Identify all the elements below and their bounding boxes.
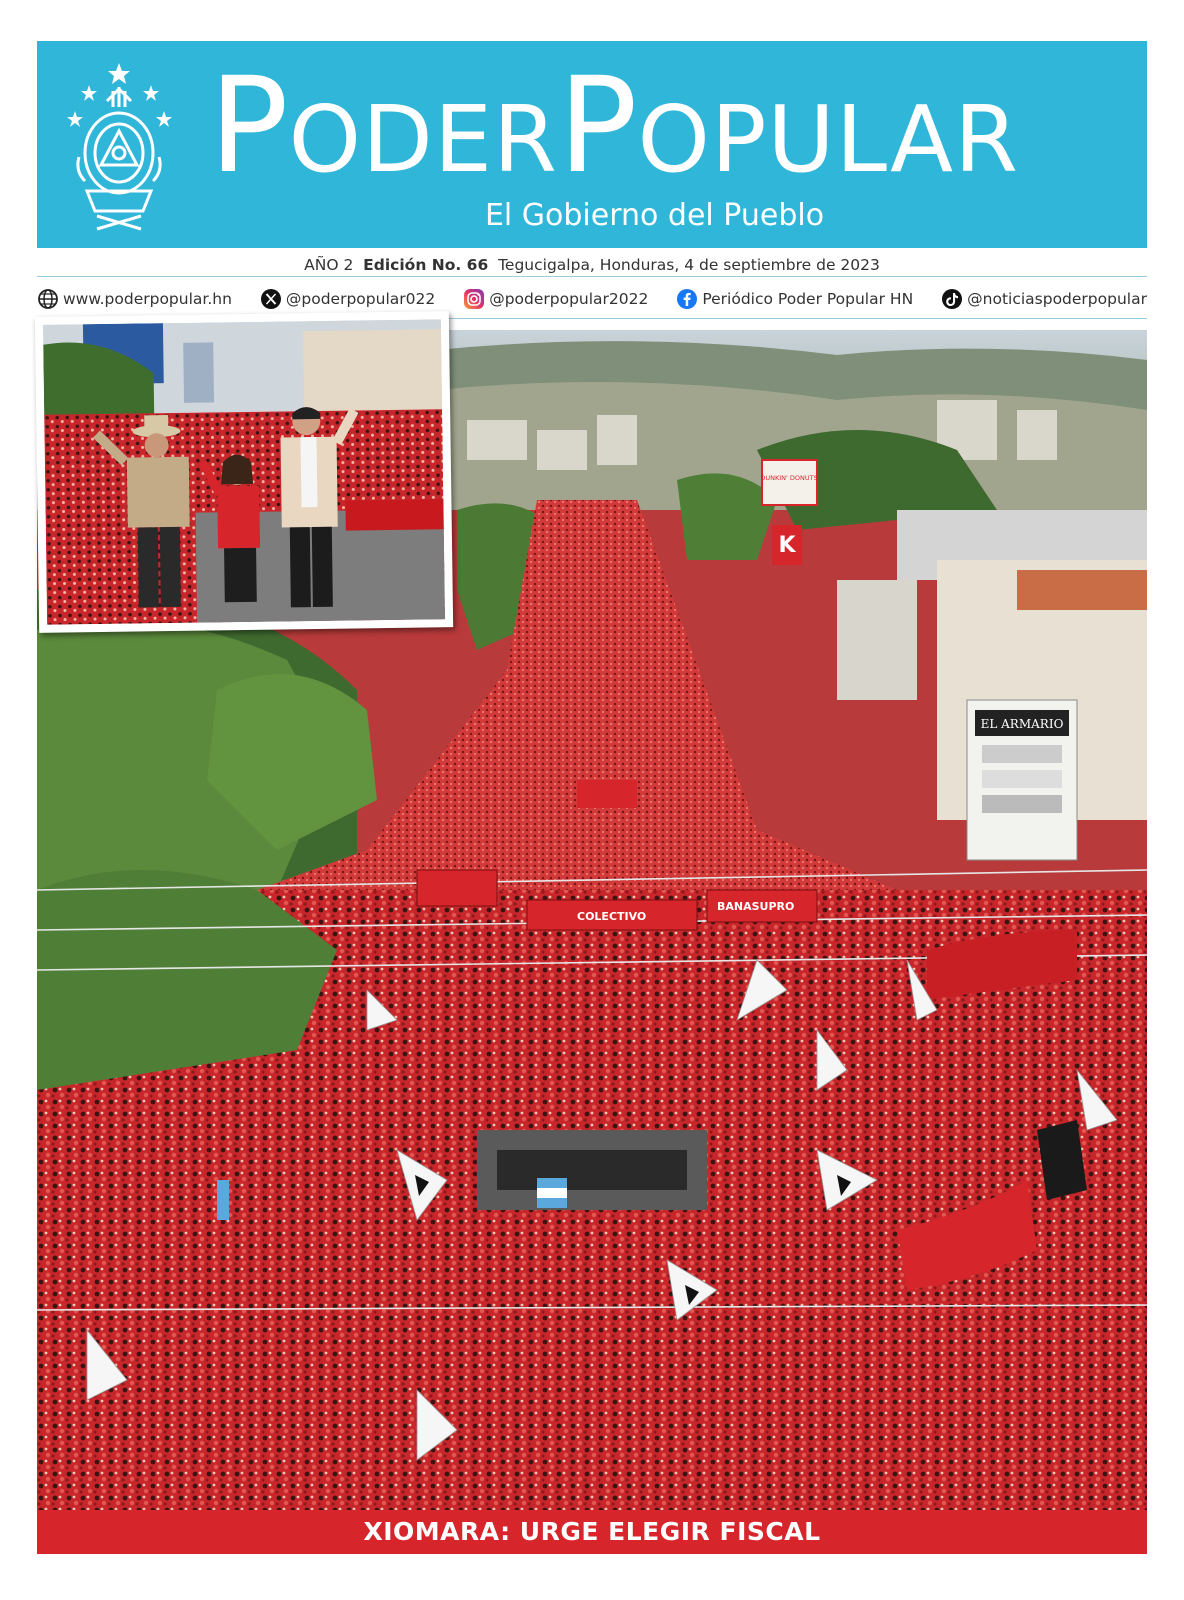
tiktok-icon — [941, 288, 963, 310]
social-instagram[interactable] — [463, 288, 648, 310]
main-headline: XIOMARA: URGE ELEGIR FISCAL — [37, 1510, 1147, 1554]
donuts-sign-text: DUNKIN' DONUTS — [760, 474, 818, 482]
x-icon — [260, 288, 282, 310]
inset-photo-leaders — [35, 311, 453, 633]
social-tiktok-text: @noticiaspoderpopular — [967, 290, 1147, 308]
globe-icon — [37, 288, 59, 310]
banner-banasupro-text: BANASUPRO — [717, 900, 795, 913]
store-sign-text: EL ARMARIO — [980, 717, 1064, 731]
social-facebook[interactable] — [676, 288, 913, 310]
edition-number: Edición No. 66 — [363, 256, 489, 274]
inset-photo-illustration — [43, 319, 445, 625]
social-instagram-text: @poderpopular2022 — [489, 290, 649, 308]
instagram-icon — [463, 288, 485, 310]
newspaper-slogan: El Gobierno del Pueblo — [484, 198, 825, 233]
edition-place-date: Tegucigalpa, Honduras, 4 de septiembre de 2023 — [498, 256, 880, 274]
newspaper-title: PODERPOPULAR — [209, 49, 1019, 203]
social-x[interactable] — [260, 288, 435, 310]
divider — [37, 276, 1147, 277]
banner-colectivo-text: COLECTIVO — [577, 910, 647, 923]
social-x-text: @poderpopular022 — [285, 290, 436, 308]
facebook-icon — [676, 288, 698, 310]
edition-year: AÑO 2 — [304, 256, 354, 274]
k-sign-text: K — [778, 533, 796, 558]
social-links — [37, 284, 1147, 314]
masthead — [37, 41, 1147, 248]
social-website-text: www.poderpopular.hn — [63, 290, 232, 308]
social-website[interactable] — [37, 288, 232, 310]
social-tiktok[interactable] — [941, 288, 1147, 310]
edition-info — [0, 256, 1184, 274]
social-facebook-text: Periódico Poder Popular HN — [702, 290, 914, 308]
